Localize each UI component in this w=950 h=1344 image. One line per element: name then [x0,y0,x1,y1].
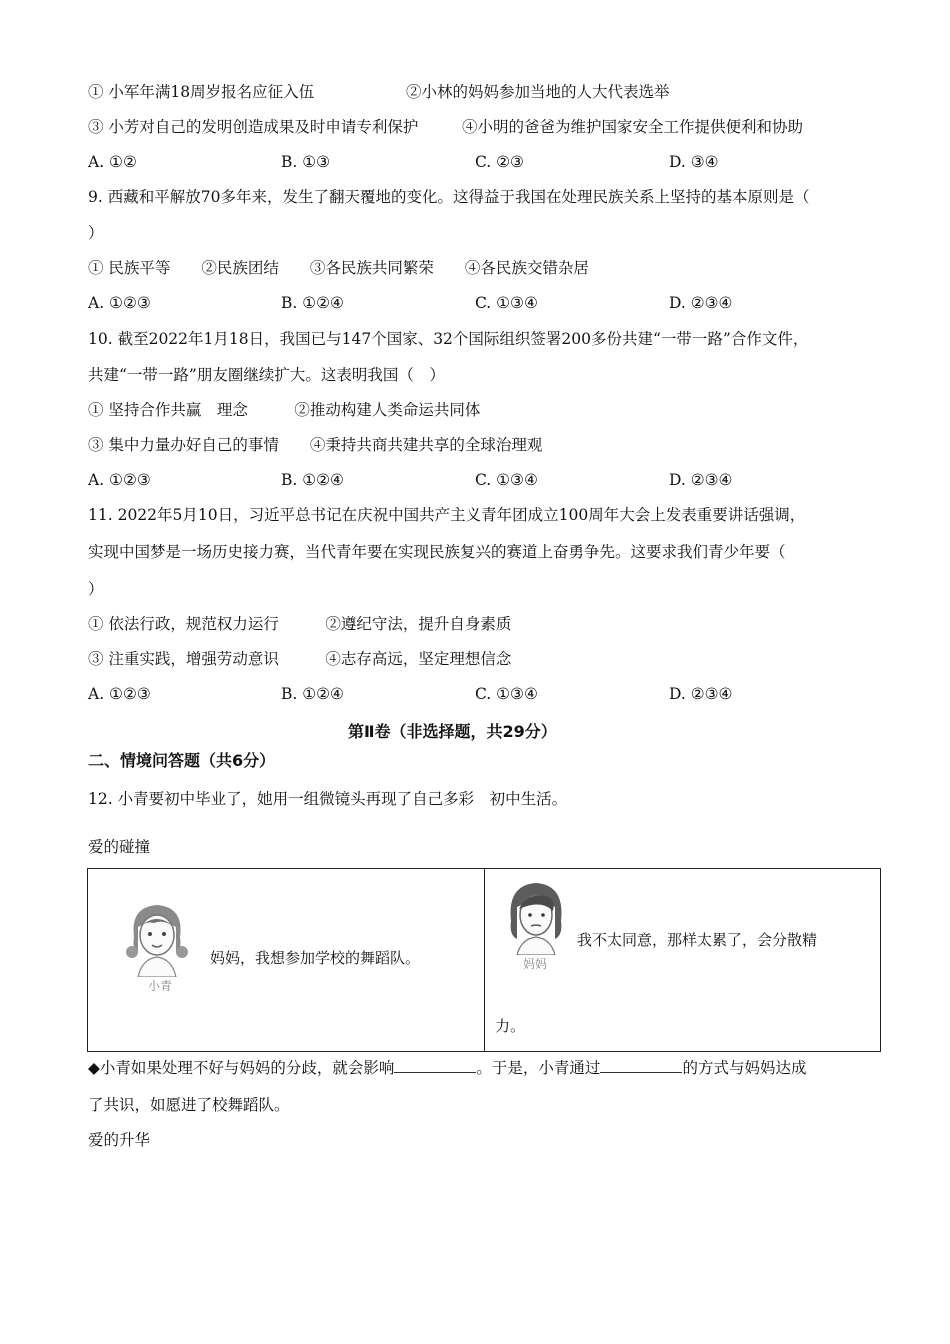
q9-stem-line1: 9. 西藏和平解放70多年来，发生了翻天覆地的变化。这得益于我国在处理民族关系上坚持的基本原则是（ [88,188,810,206]
part2-title: 第Ⅱ卷（非选择题，共29分） [348,722,557,741]
q10-choice-d: D. ②③④ [669,471,733,489]
girl-portrait-icon [124,897,190,977]
q11-choice-b: B. ①②④ [281,685,344,703]
mother-speech-line2: 力。 [495,1017,526,1035]
q8-option-1: ① 小军年满18周岁报名应征入伍 [88,83,315,101]
q10-options-1: ① 坚持合作共赢 理念 ②推动构建人类命运共同体 [88,401,481,419]
dialog-table [87,868,881,1052]
answer-blank-1[interactable] [394,1058,476,1073]
mother-speech-line1: 我不太同意，那样太累了，会分散精 [577,931,818,949]
fill-text-c: 的方式与妈妈达成 [682,1059,807,1077]
q9-choice-b: B. ①②④ [281,294,344,312]
q11-stem-line1: 11. 2022年5月10日，习近平总书记在庆祝中国共产主义青年团成立100周年大会上发表重要讲话强调， [88,506,806,524]
q10-choice-a: A. ①②③ [88,471,151,489]
q11-choice-c: C. ①③④ [475,685,538,703]
section-title: 二、情境问答题（共6分） [88,751,276,770]
q12-stem: 12. 小青要初中毕业了，她用一组微镜头再现了自己多彩 初中生活。 [88,790,568,808]
q11-options-2: ③ 注重实践，增强劳动意识 ④志存高远，坚定理想信念 [88,650,512,668]
q9-choice-d: D. ②③④ [669,294,733,312]
q12-subtitle-sublimation: 爱的升华 [88,1131,151,1149]
q10-stem-line1: 10. 截至2022年1月18日，我国已与147个国家、32个国际组织签署200多份共建“一带一路”合作文件， [88,330,809,348]
q9-options: ① 民族平等 ②民族团结 ③各民族共同繁荣 ④各民族交错杂居 [88,259,589,277]
fill-text-a: ◆小青如果处理不好与妈妈的分歧，就会影响 [88,1059,395,1077]
q8-choice-a: A. ①② [88,153,137,171]
daughter-caption: 小青 [148,979,173,993]
q9-choice-a: A. ①②③ [88,294,151,312]
q8-option-3: ③ 小芳对自己的发明创造成果及时申请专利保护 [88,118,419,136]
answer-blank-2[interactable] [600,1058,682,1073]
q12-subtitle-collision: 爱的碰撞 [88,838,151,856]
daughter-speech: 妈妈，我想参加学校的舞蹈队。 [210,949,421,967]
q10-options-2: ③ 集中力量办好自己的事情 ④秉持共商共建共享的全球治理观 [88,436,543,454]
q10-choice-b: B. ①②④ [281,471,344,489]
q9-choice-c: C. ①③④ [475,294,538,312]
q12-fill-line2: 了共识，如愿进了校舞蹈队。 [88,1096,290,1114]
q11-stem-line2: 实现中国梦是一场历史接力赛，当代青年要在实现民族复兴的赛道上奋勇争先。这要求我们青少年要（ [88,543,786,561]
q11-choice-d: D. ②③④ [669,685,733,703]
q10-stem-line2: 共建“一带一路”朋友圈继续扩大。这表明我国（ ） [88,366,445,384]
q8-option-2: ②小林的妈妈参加当地的人大代表选举 [406,83,670,101]
mother-caption: 妈妈 [523,957,548,971]
q8-choice-c: C. ②③ [475,153,524,171]
dialog-cell-daughter [88,869,485,1051]
q8-choice-b: B. ①③ [281,153,331,171]
dialog-cell-mother [485,869,880,1051]
q12-fill-line1 [88,1058,806,1078]
q8-choice-d: D. ③④ [669,153,719,171]
q8-option-4: ④小明的爸爸为维护国家安全工作提供便利和协助 [462,118,804,136]
q9-stem-line2: ） [88,224,104,242]
q11-options-1: ① 依法行政，规范权力运行 ②遵纪守法，提升自身素质 [88,615,512,633]
q11-choice-a: A. ①②③ [88,685,151,703]
mother-portrait-icon [505,877,567,955]
q10-choice-c: C. ①③④ [475,471,538,489]
fill-text-b: 。于是，小青通过 [476,1059,601,1077]
q11-stem-line3: ） [88,580,104,598]
